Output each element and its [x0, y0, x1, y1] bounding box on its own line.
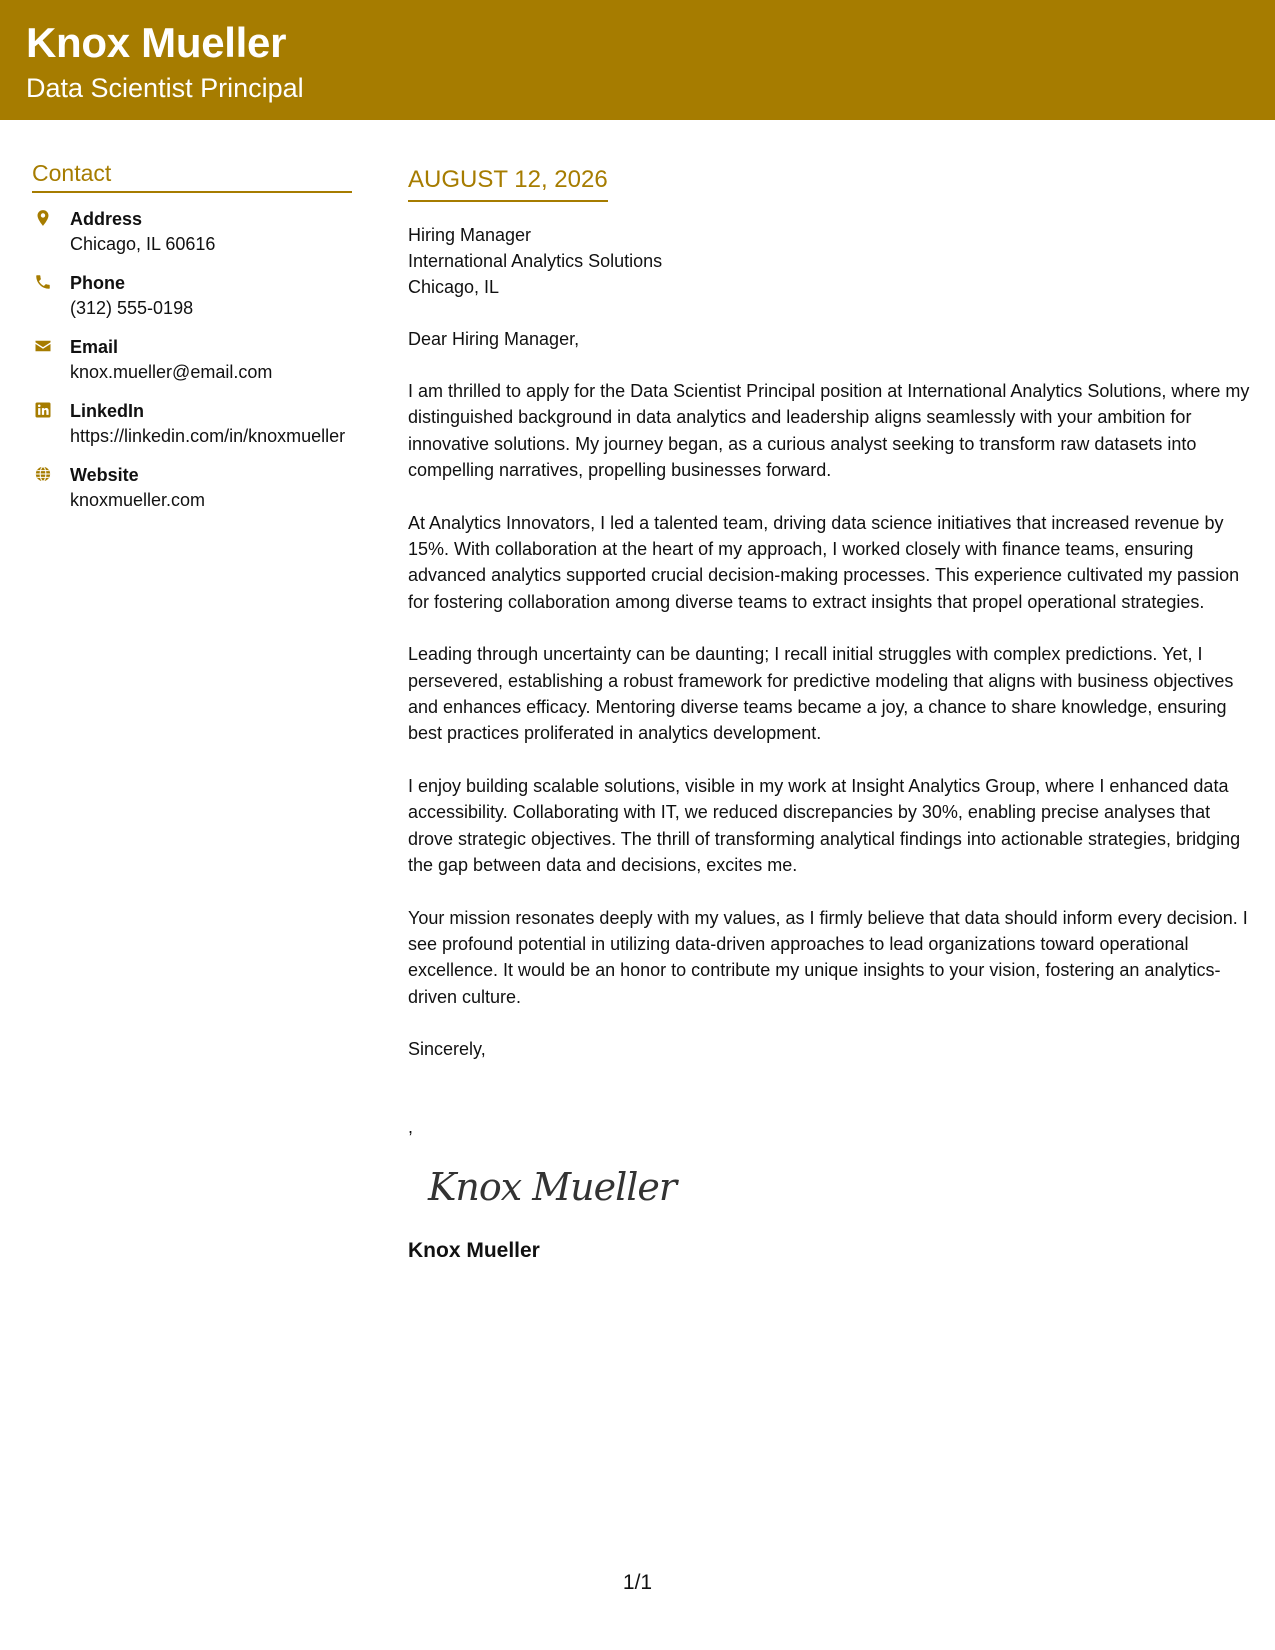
body-paragraph: I enjoy building scalable solutions, visible in my work at Insight Analytics Group, where I enhanced data accessibility. Collaborating with IT, we reduced discrepancies by 30%, enabling precise analyses that drove strategic objectives. The thrill of transforming analytical findings into actionable strategies, bridging the gap between data and decisions, excites me. [408, 775, 1241, 876]
contact-value: knoxmueller.com [70, 490, 206, 510]
body-paragraph: Your mission resonates deeply with my values, as I firmly believe that data should inform every decision. I see profound potential in utilizing data-driven approaches to lead organizations toward operational excellence. It would be an honor to contribute my unique insights to your vision, fostering an analytics-driven culture. [408, 907, 1248, 1007]
body-paragraph: At Analytics Innovators, I led a talented team, driving data science initiatives that increased revenue by 15%. With collaboration at the heart of my approach, I worked closely with finance teams, ensuring advanced analytics supported crucial decision-making processes. This experience cultivated my passion for fostering collaboration among diverse teams to extract insights that propel operational strategies. [408, 512, 1240, 612]
applicant-name: Knox Mueller [26, 19, 287, 66]
closing: Sincerely, [408, 1039, 486, 1060]
salutation: Dear Hiring Manager, [408, 329, 580, 349]
contact-sidebar [32, 162, 352, 513]
handwritten-signature: Knox Mueller [428, 1165, 677, 1210]
recipient-line: International Analytics Solutions [408, 251, 663, 271]
map-pin-icon [34, 209, 52, 227]
contact-label: LinkedIn [70, 401, 145, 421]
signature-comma: , [408, 1117, 414, 1138]
contact-value: knox.mueller@email.com [70, 362, 273, 382]
phone-icon [34, 273, 52, 291]
contact-item-linkedin [32, 399, 352, 449]
globe-icon [34, 465, 52, 483]
contact-item-phone [32, 271, 352, 321]
page-number: 1/1 [622, 1571, 653, 1594]
recipient-block [408, 222, 1253, 300]
linkedin-icon [34, 401, 52, 419]
recipient-line: Chicago, IL [408, 277, 500, 297]
contact-heading: Contact [32, 162, 352, 193]
recipient-line: Hiring Manager [408, 225, 532, 245]
contact-label: Address [70, 209, 143, 229]
contact-item-website [32, 463, 352, 513]
contact-label: Phone [70, 273, 126, 293]
envelope-icon [34, 337, 52, 355]
header-banner [0, 0, 1275, 120]
contact-item-email [32, 335, 352, 385]
contact-value: Chicago, IL 60616 [70, 234, 216, 254]
contact-label: Email [70, 337, 119, 357]
letter-date: AUGUST 12, 2026 [408, 168, 608, 202]
letter-body [408, 168, 1253, 1261]
body-paragraph: I am thrilled to apply for the Data Scientist Principal position at International Analytics Solutions, where my distinguished background in data analytics and leadership aligns seamlessly with your ambition for innovative solutions. My journey began, as a curious analyst seeking to transform raw datasets into compelling narratives, propelling businesses forward. [408, 381, 1250, 481]
contact-value: (312) 555-0198 [70, 298, 194, 318]
signed-name: Knox Mueller [408, 1239, 540, 1263]
contact-item-address [32, 207, 352, 257]
contact-label: Website [70, 465, 139, 485]
job-title: Data Scientist Principal [26, 73, 304, 103]
contact-value: https://linkedin.com/in/knoxmueller [70, 426, 346, 446]
body-paragraph: Leading through uncertainty can be daunting; I recall initial struggles with complex predictions. Yet, I persevered, establishing a robust framework for predictive modeling that aligns with business objectives and enhances efficacy. Mentoring diverse teams became a joy, a chance to share knowledge, ensuring best practices proliferated in analytics development. [408, 644, 1234, 744]
